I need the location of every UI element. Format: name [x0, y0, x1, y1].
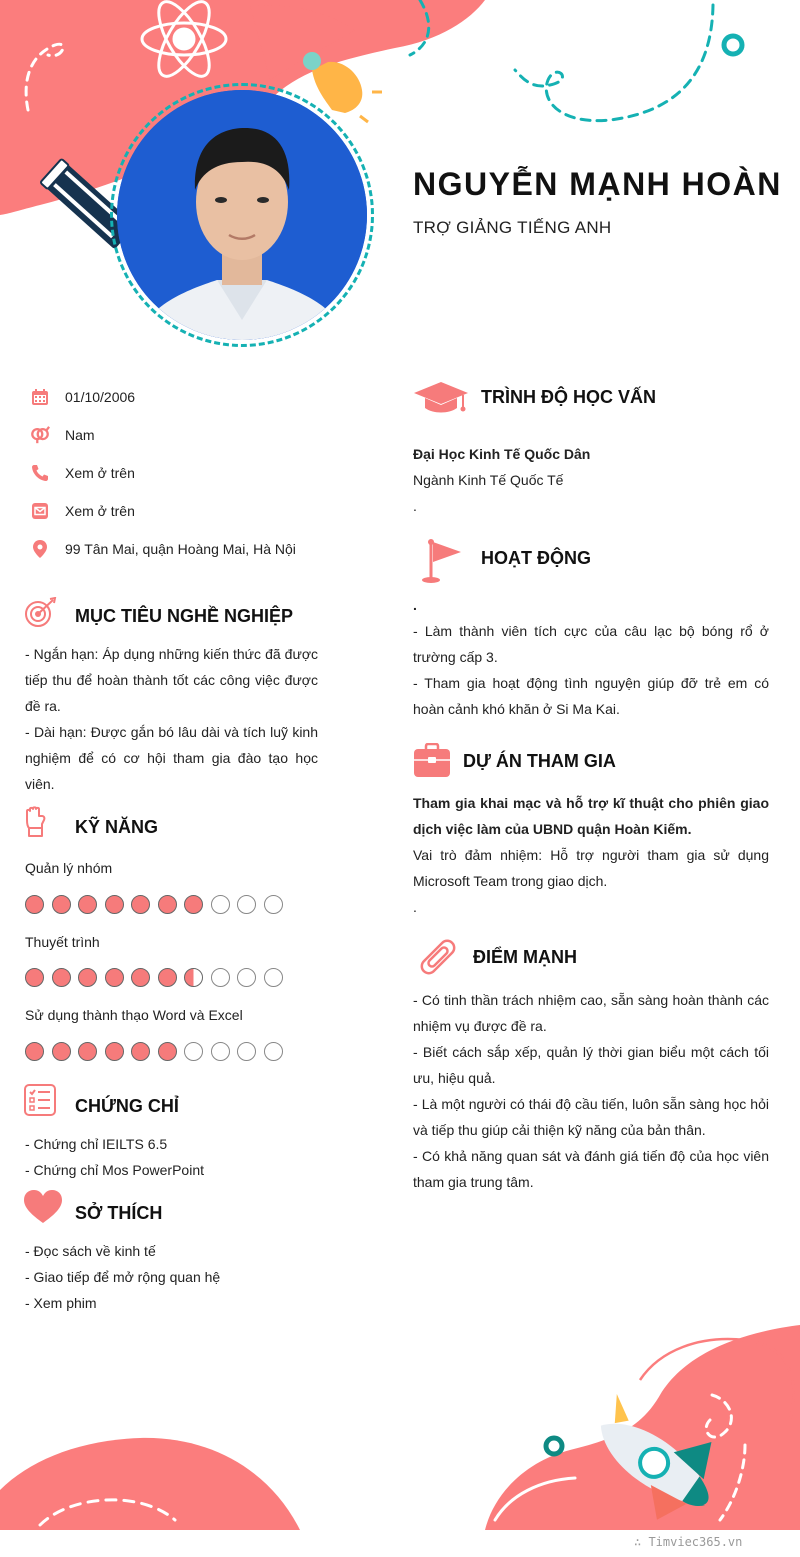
phone-icon — [30, 463, 50, 483]
section-title-projects: DỰ ÁN THAM GIA — [463, 751, 616, 771]
email-icon — [30, 501, 50, 521]
calendar-icon — [30, 387, 50, 407]
rating-dot-empty — [264, 968, 283, 987]
certificate-list — [25, 1131, 204, 1183]
full-name: NGUYỄN MẠNH HOÀN — [413, 166, 782, 202]
fist-icon — [24, 806, 48, 843]
list-item: - Xem phim — [25, 1295, 97, 1311]
rating-dot-empty — [237, 895, 256, 914]
paperclip-icon — [416, 937, 460, 982]
gender-icon — [30, 425, 50, 445]
rating-dot-empty — [211, 1042, 230, 1061]
rating-dot-filled — [105, 968, 124, 987]
contact-birthdate — [30, 385, 370, 409]
skill-rating — [25, 968, 283, 987]
section-title-certificates: CHỨNG CHỈ — [75, 1096, 179, 1116]
major: Ngành Kinh Tế Quốc Tế — [413, 472, 564, 488]
list-item: - Giao tiếp để mở rộng quan hệ — [25, 1269, 221, 1285]
rating-dot-filled — [105, 1042, 124, 1061]
paragraph: - Có tinh thần trách nhiệm cao, sẵn sàng hoàn thành các nhiệm vụ được đề ra. — [413, 992, 769, 1034]
section-title-strengths: ĐIỂM MẠNH — [473, 947, 577, 967]
avatar — [117, 90, 367, 340]
contact-email — [30, 499, 370, 523]
watermark-text: Timviec365.vn — [648, 1535, 743, 1549]
skill-rating — [25, 1042, 283, 1061]
paragraph: - Biết cách sắp xếp, quản lý thời gian biểu một cách tối ưu, hiệu quả. — [413, 1044, 769, 1086]
section-title-hobbies: SỞ THÍCH — [75, 1203, 163, 1223]
rating-dot-filled — [78, 895, 97, 914]
rating-dot-filled — [158, 1042, 177, 1061]
rating-dot-filled — [25, 1042, 44, 1061]
rating-dot-empty — [211, 968, 230, 987]
project-details — [413, 790, 769, 920]
hobby-list — [25, 1238, 220, 1316]
project-name: Tham gia khai mạc và hỗ trợ kĩ thuật cho phiên giao dịch việc làm của UBND quận Hoàn Kiếm. — [413, 795, 769, 837]
rating-dot-filled — [105, 895, 124, 914]
skill-rating — [25, 895, 283, 914]
rating-dot-filled — [25, 895, 44, 914]
paragraph: - Có khả năng quan sát và đánh giá tiến độ của học viên tham gia trung tâm. — [413, 1148, 769, 1190]
rating-dot-filled — [78, 968, 97, 987]
paragraph: - Là một người có thái độ cầu tiến, luôn sẵn sàng học hỏi và tiếp thu giúp cải thiện kỹ năng của bản thân. — [413, 1096, 769, 1138]
paragraph: - Dài hạn: Được gắn bó lâu dài và tích luỹ kinh nghiệm để có cơ hội tham gia đào tạo học viên. — [25, 724, 318, 792]
briefcase-icon — [413, 743, 451, 784]
career-objective-text — [25, 641, 318, 797]
rating-dot-filled — [78, 1042, 97, 1061]
school-name: Đại Học Kinh Tế Quốc Dân — [413, 446, 591, 462]
rating-dot-filled — [131, 895, 150, 914]
rating-dot-empty — [237, 1042, 256, 1061]
strengths-text — [413, 987, 769, 1195]
rating-dot-filled — [52, 895, 71, 914]
rating-dot-filled — [131, 1042, 150, 1061]
education-details — [413, 441, 769, 519]
paragraph: - Ngắn hạn: Áp dụng những kiến thức đã được tiếp thu để hoàn thành tốt các công việc được đề ra. — [25, 646, 318, 714]
rating-dot-filled — [184, 895, 203, 914]
paragraph: - Làm thành viên tích cực của câu lạc bộ bóng rổ ở trường cấp 3. — [413, 623, 769, 665]
paragraph: - Tham gia hoạt động tình nguyện giúp đỡ trẻ em có hoàn cảnh khó khăn ở Si Ma Kai. — [413, 675, 769, 717]
rating-dot-filled — [158, 968, 177, 987]
rating-dot-empty — [264, 895, 283, 914]
rating-dot-empty — [184, 1042, 203, 1061]
section-title-career-objective: MỤC TIÊU NGHỀ NGHIỆP — [75, 606, 294, 626]
rating-dot-empty — [237, 968, 256, 987]
watermark — [634, 1535, 742, 1549]
rating-dot-empty — [264, 1042, 283, 1061]
watermark-icon: ∴ — [634, 1535, 649, 1549]
skill-label: Thuyết trình — [25, 934, 100, 950]
paragraph: . — [413, 899, 417, 915]
section-title-skills: KỸ NĂNG — [75, 817, 159, 837]
contact-address — [30, 537, 370, 561]
paragraph: . — [413, 597, 417, 613]
section-title-activities: HOẠT ĐỘNG — [481, 548, 591, 568]
activities-text — [413, 592, 769, 722]
contact-text: 99 Tân Mai, quận Hoàng Mai, Hà Nội — [65, 541, 296, 557]
list-item: - Chứng chỉ IEILTS 6.5 — [25, 1136, 168, 1152]
rating-dot-filled — [131, 968, 150, 987]
skill-label: Sử dụng thành thạo Word và Excel — [25, 1007, 243, 1023]
target-icon — [24, 597, 58, 634]
contact-text: Nam — [65, 427, 95, 443]
contact-gender — [30, 423, 370, 447]
flag-icon — [420, 538, 464, 589]
location-pin-icon — [30, 539, 50, 559]
rating-dot-filled — [52, 1042, 71, 1061]
list-item: - Chứng chỉ Mos PowerPoint — [25, 1162, 204, 1178]
checklist-icon — [24, 1084, 56, 1121]
skill-label: Quản lý nhóm — [25, 860, 113, 876]
rating-dot-filled — [158, 895, 177, 914]
graduation-cap-icon — [413, 380, 469, 419]
rating-dot-filled — [52, 968, 71, 987]
heart-icon — [24, 1190, 62, 1229]
rating-dot-half — [184, 968, 203, 987]
rating-dot-filled — [25, 968, 44, 987]
section-title-education: TRÌNH ĐỘ HỌC VẤN — [481, 387, 656, 407]
job-title: TRỢ GIẢNG TIẾNG ANH — [413, 218, 612, 237]
list-item: - Đọc sách về kinh tế — [25, 1243, 156, 1259]
contact-text: Xem ở trên — [65, 465, 135, 481]
contact-phone — [30, 461, 370, 485]
paragraph: . — [413, 498, 417, 514]
project-role: Vai trò đảm nhiệm: Hỗ trợ người tham gia sử dụng Microsoft Team trong giao dịch. — [413, 847, 769, 889]
rating-dot-empty — [211, 895, 230, 914]
contact-text: 01/10/2006 — [65, 389, 136, 405]
contact-text: Xem ở trên — [65, 503, 135, 519]
